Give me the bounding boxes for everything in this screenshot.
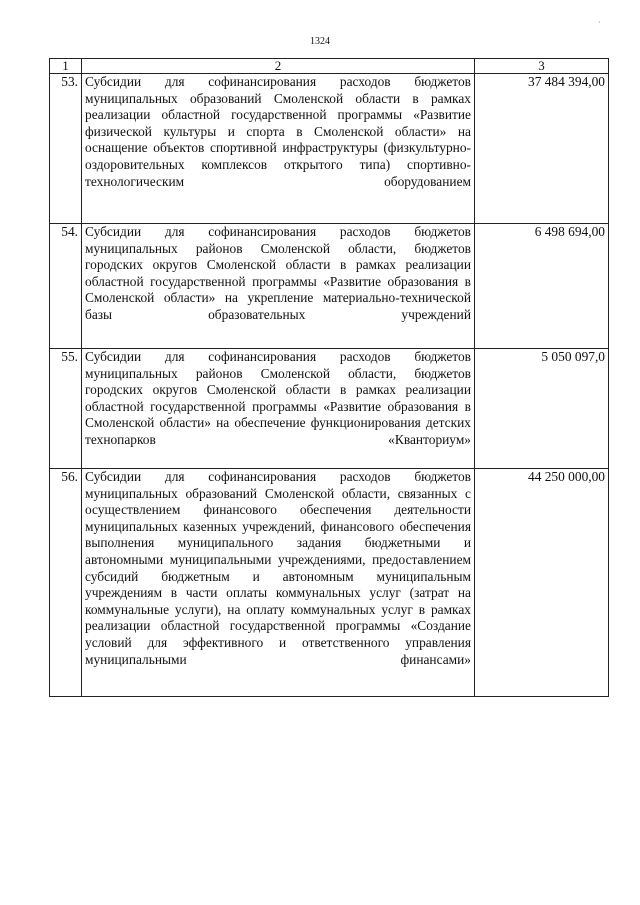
row-description: Субсидии для софинансирования расходов бюджетов муниципальных районов Смоленской области, бюджетов городских округов Смоленской области в рамках реализации областной государственной программы «Развитие образования в Смоленской области» на укрепление материально-технической базы образовательных учреждений [82,224,475,349]
row-description: Субсидии для софинансирования расходов бюджетов муниципальных районов Смоленской области, бюджетов городских округов Смоленской области в рамках реализации областной государственной программы «Развитие образования в Смоленской области» на обеспечение функционирования детских технопарков «Кванториум» [82,349,475,469]
row-number: 55. [50,349,82,469]
row-amount: 5 050 097,0 [475,349,609,469]
column-header-3: 3 [475,59,609,74]
table-row [50,74,609,224]
table-row [50,349,609,469]
budget-table [49,58,609,697]
column-header-2: 2 [82,59,475,74]
row-description: Субсидии для софинансирования расходов бюджетов муниципальных образований Смоленской области в рамках реализации областной государственной программы «Развитие физической культуры и спорта в Смоленской области» на оснащение объектов спортивной инфраструктуры (физкультурно-оздоровительных комплексов открытого типа) спортивно-технологическим оборудованием [82,74,475,224]
table-row [50,469,609,697]
column-header-1: 1 [50,59,82,74]
row-number: 56. [50,469,82,697]
table-header-row [50,59,609,74]
row-amount: 37 484 394,00 [475,74,609,224]
page-number: 1324 [310,36,330,47]
row-description: Субсидии для софинансирования расходов бюджетов муниципальных образований Смоленской области, связанных с осуществлением финансового обеспечения деятельности муниципальных казенных учреждений, финансового обеспечения выполнения муниципального задания бюджетными и автономными муниципальными учреждениями, предоставлением субсидий бюджетным и автономным муниципальным учреждениям в части оплаты коммунальных услуг (затрат на коммунальные услуги), на оплату коммунальных услуг в рамках реализации областной государственной программы «Создание условий для эффективного и ответственного управления муниципальными финансами» [82,469,475,697]
row-number: 53. [50,74,82,224]
table-row [50,224,609,349]
row-amount: 44 250 000,00 [475,469,609,697]
corner-mark: · [598,18,601,27]
row-amount: 6 498 694,00 [475,224,609,349]
row-number: 54. [50,224,82,349]
